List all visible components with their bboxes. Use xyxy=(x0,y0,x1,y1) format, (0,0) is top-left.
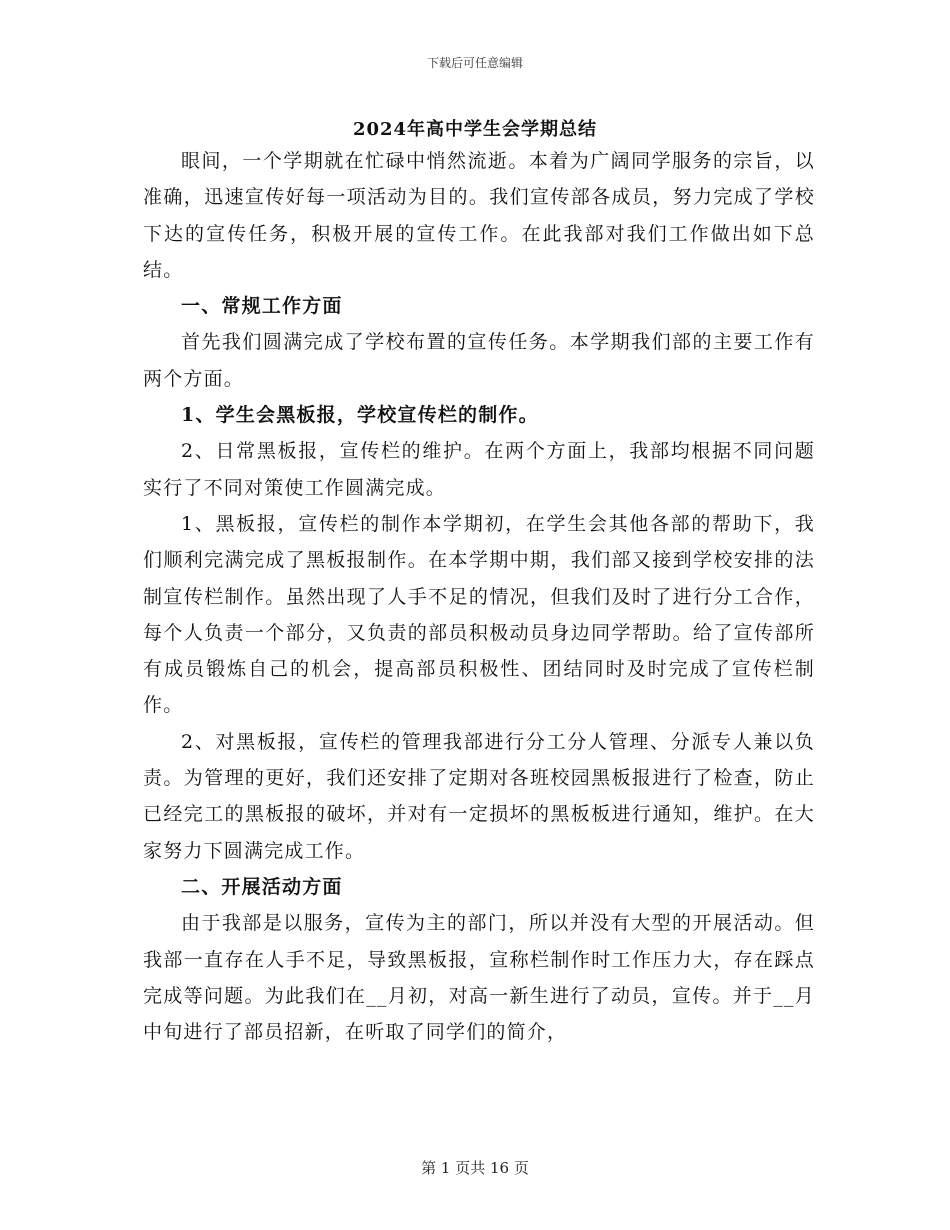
intro-paragraph: 眼间，一个学期就在忙碌中悄然流逝。本着为广阔同学服务的宗旨，以准确，迅速宣传好每一项活动为目的。我们宣传部各成员，努力完成了学校下达的宣传任务，积极开展的宣传工作。在此我部对我们工作做出如下总结。 xyxy=(143,150,815,281)
document-title: 2024年高中学生会学期总结 xyxy=(352,119,598,140)
body-paragraph: 1、黑板报，宣传栏的制作本学期初，在学生会其他各部的帮助下，我们顺利完满完成了黑板报制作。在本学期中期，我们部又接到学校安排的法制宣传栏制作。虽然出现了人手不足的情况，但我们及时了进行分工合作，每个人负责一个部分，又负责的部员积极动员身边同学帮助。给了宣传部所有成员锻炼自己的机会，提高部员积极性、团结同时及时完成了宣传栏制作。 xyxy=(143,512,815,717)
section-heading-activities: 二、开展活动方面 xyxy=(181,875,343,898)
body-paragraph: 由于我部是以服务，宣传为主的部门，所以并没有大型的开展活动。但我部一直存在人手不足，导致黑板报，宣称栏制作时工作压力大，存在踩点完成等问题。为此我们在__月初，对高一新生进行了动员，宣传。并于__月中旬进行了部员招新，在听取了同学们的简介， xyxy=(143,912,815,1044)
header-note: 下载后可任意编辑 xyxy=(426,56,523,70)
body-paragraph: 2、对黑板报，宣传栏的管理我部进行分工分人管理、分派专人兼以负责。为管理的更好，我们还安排了定期对各班校园黑板报进行了检查，防止已经完工的黑板报的破坏，并对有一定损坏的黑板板进行通知，维护。在大家努力下圆满完成工作。 xyxy=(143,730,815,862)
body-paragraph: 首先我们圆满完成了学校布置的宣传任务。本学期我们部的主要工作有两个方面。 xyxy=(143,331,815,390)
section-heading-routine-work: 一、常规工作方面 xyxy=(181,295,343,318)
page-number-footer: 第 1 页共 16 页 xyxy=(421,1159,529,1177)
item-heading-blackboard-production: 1、学生会黑板报，学校宣传栏的制作。 xyxy=(181,404,539,427)
body-paragraph: 2、日常黑板报，宣传栏的维护。在两个方面上，我部均根据不同问题实行了不同对策使工作圆满完成。 xyxy=(143,440,815,499)
document-body xyxy=(143,143,815,1050)
